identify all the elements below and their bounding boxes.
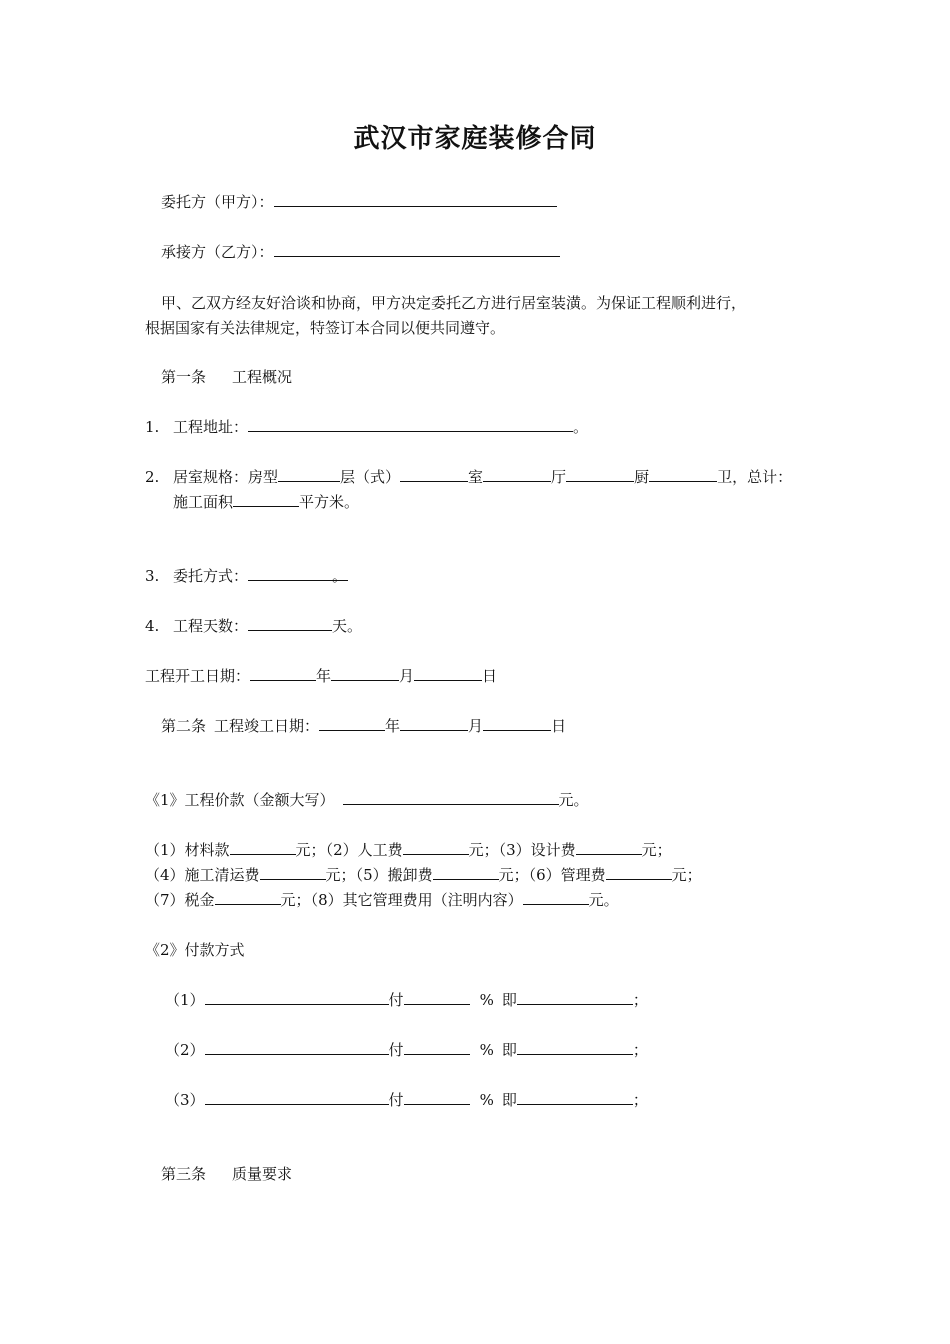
end-date-label: 工程竣工日期： bbox=[214, 717, 320, 735]
item-2-num: 2. bbox=[145, 468, 160, 486]
method-blank[interactable] bbox=[248, 566, 348, 585]
floor-label: 层（式） bbox=[340, 468, 401, 486]
moving-fee-label: （5）搬卸费 bbox=[355, 866, 433, 884]
party-a-label: 委托方（甲方）： bbox=[161, 193, 274, 211]
payment-row-num: （1） bbox=[165, 991, 205, 1009]
fees-line-2 bbox=[145, 865, 702, 885]
article-3-num: 第三条 bbox=[161, 1165, 207, 1183]
area-unit: 平方米。 bbox=[299, 493, 360, 511]
article-1-heading bbox=[161, 367, 292, 387]
item-1-end: 。 bbox=[573, 418, 589, 436]
item-2-area bbox=[173, 492, 359, 512]
end-month-label: 月 bbox=[468, 717, 484, 735]
end-year-blank[interactable] bbox=[319, 716, 385, 731]
percent-blank[interactable] bbox=[404, 1040, 470, 1055]
payment-row bbox=[165, 1090, 648, 1110]
party-a-blank[interactable] bbox=[274, 192, 557, 207]
ji-label: 即 bbox=[501, 991, 517, 1009]
amount-blank[interactable] bbox=[517, 1090, 633, 1105]
article-2-line bbox=[161, 716, 566, 736]
payment-row-end: ； bbox=[632, 991, 648, 1009]
percent-blank[interactable] bbox=[404, 1090, 470, 1105]
item-4-num: 4. bbox=[145, 617, 160, 635]
item-2-spec bbox=[145, 467, 792, 487]
intro-line-1: 甲、乙双方经友好洽谈和协商，甲方决定委托乙方进行居室装潢。为保证工程顺利进行， bbox=[161, 294, 747, 312]
amount-blank[interactable] bbox=[517, 1040, 633, 1055]
yuan-5: 元； bbox=[498, 866, 529, 884]
payment-row-end: ； bbox=[632, 1091, 648, 1109]
payment-row bbox=[165, 990, 648, 1010]
pay-label: 付 bbox=[388, 1041, 404, 1059]
fees-line-3 bbox=[145, 890, 619, 910]
start-date-line bbox=[145, 666, 497, 686]
room-label: 室 bbox=[468, 468, 484, 486]
end-month-blank[interactable] bbox=[400, 716, 468, 731]
start-day-label: 日 bbox=[482, 667, 498, 685]
item-1-address bbox=[145, 417, 588, 437]
cleanup-fee-blank[interactable] bbox=[260, 865, 326, 880]
address-blank[interactable] bbox=[248, 417, 573, 432]
payment-row-end: ； bbox=[632, 1041, 648, 1059]
party-a-line bbox=[161, 192, 557, 212]
amount-blank[interactable] bbox=[517, 990, 633, 1005]
ji-label: 即 bbox=[501, 1041, 517, 1059]
yuan-7: 元； bbox=[280, 891, 311, 909]
cleanup-fee-label: （4）施工清运费 bbox=[145, 866, 260, 884]
material-fee-label: （1）材料款 bbox=[145, 841, 230, 859]
tax-blank[interactable] bbox=[215, 890, 281, 905]
labor-fee-blank[interactable] bbox=[403, 840, 469, 855]
end-year-label: 年 bbox=[385, 717, 401, 735]
payment-stage-blank[interactable] bbox=[205, 990, 389, 1005]
yuan-1: 元； bbox=[295, 841, 326, 859]
yuan-3: 元； bbox=[641, 841, 672, 859]
hall-label: 厅 bbox=[551, 468, 567, 486]
floor-blank[interactable] bbox=[400, 467, 468, 482]
item-4-end: 天。 bbox=[332, 617, 363, 635]
yuan-2: 元； bbox=[468, 841, 499, 859]
moving-fee-blank[interactable] bbox=[433, 865, 499, 880]
management-fee-blank[interactable] bbox=[606, 865, 672, 880]
start-year-blank[interactable] bbox=[250, 666, 316, 681]
item-3-method bbox=[145, 566, 348, 586]
payment-heading: 《2》付款方式 bbox=[145, 941, 245, 959]
design-fee-label: （3）设计费 bbox=[498, 841, 576, 859]
item-1-num: 1. bbox=[145, 418, 160, 436]
article-1-title: 工程概况 bbox=[232, 368, 293, 386]
article-3-heading bbox=[161, 1164, 292, 1184]
article-2-num: 第二条 bbox=[161, 717, 207, 735]
payment-row-num: （3） bbox=[165, 1091, 205, 1109]
party-b-blank[interactable] bbox=[274, 242, 560, 257]
tax-label: （7）税金 bbox=[145, 891, 215, 909]
item-3-num: 3. bbox=[145, 567, 160, 585]
payment-stage-blank[interactable] bbox=[205, 1090, 389, 1105]
pay-label: 付 bbox=[388, 991, 404, 1009]
yuan-4: 元； bbox=[325, 866, 356, 884]
area-label: 施工面积 bbox=[173, 493, 234, 511]
days-blank[interactable] bbox=[248, 616, 332, 631]
start-year-label: 年 bbox=[316, 667, 332, 685]
end-day-blank[interactable] bbox=[483, 716, 551, 731]
yuan-8: 元。 bbox=[588, 891, 619, 909]
payment-row-num: （2） bbox=[165, 1041, 205, 1059]
pay-label: 付 bbox=[388, 1091, 404, 1109]
payment-row bbox=[165, 1040, 648, 1060]
price-line bbox=[145, 790, 589, 810]
party-b-label: 承接方（乙方）： bbox=[161, 243, 274, 261]
item-1-label: 工程地址： bbox=[173, 418, 249, 436]
other-fee-blank[interactable] bbox=[523, 890, 589, 905]
area-blank[interactable] bbox=[233, 492, 299, 507]
item-2-label: 居室规格：房型 bbox=[173, 468, 279, 486]
other-fee-label: （8）其它管理费用（注明内容） bbox=[310, 891, 523, 909]
bath-label: 卫，总计： bbox=[717, 468, 793, 486]
document-title: 武汉市家庭装修合同 bbox=[353, 124, 597, 154]
price-label: 《1》工程价款（金额大写） bbox=[145, 791, 335, 809]
start-month-label: 月 bbox=[399, 667, 415, 685]
article-3-title: 质量要求 bbox=[232, 1165, 293, 1183]
design-fee-blank[interactable] bbox=[576, 840, 642, 855]
room-blank[interactable] bbox=[483, 467, 551, 482]
hall-blank[interactable] bbox=[566, 467, 634, 482]
start-month-blank[interactable] bbox=[331, 666, 399, 681]
house-type-blank[interactable] bbox=[278, 467, 340, 482]
ji-label: 即 bbox=[501, 1091, 517, 1109]
percent-sign: % bbox=[479, 1041, 494, 1059]
intro-line-2: 根据国家有关法律规定，特签订本合同以便共同遵守。 bbox=[145, 319, 506, 337]
start-date-label: 工程开工日期： bbox=[145, 667, 251, 685]
material-fee-blank[interactable] bbox=[230, 840, 296, 855]
fees-line-1 bbox=[145, 840, 672, 860]
percent-sign: % bbox=[479, 1091, 494, 1109]
item-4-days bbox=[145, 616, 362, 636]
price-end: 元。 bbox=[558, 791, 589, 809]
end-day-label: 日 bbox=[551, 717, 567, 735]
percent-blank[interactable] bbox=[404, 990, 470, 1005]
item-3-label: 委托方式： bbox=[173, 567, 249, 585]
percent-sign: % bbox=[479, 991, 494, 1009]
party-b-line bbox=[161, 242, 560, 262]
start-day-blank[interactable] bbox=[414, 666, 482, 681]
price-blank[interactable] bbox=[343, 790, 559, 805]
yuan-6: 元； bbox=[671, 866, 702, 884]
article-1-num: 第一条 bbox=[161, 368, 207, 386]
labor-fee-label: （2）人工费 bbox=[325, 841, 403, 859]
management-fee-label: （6）管理费 bbox=[528, 866, 606, 884]
kitchen-label: 厨 bbox=[634, 468, 650, 486]
payment-stage-blank[interactable] bbox=[205, 1040, 389, 1055]
item-3-end: 。 bbox=[332, 567, 348, 585]
item-4-label: 工程天数： bbox=[173, 617, 249, 635]
kitchen-blank[interactable] bbox=[649, 467, 717, 482]
